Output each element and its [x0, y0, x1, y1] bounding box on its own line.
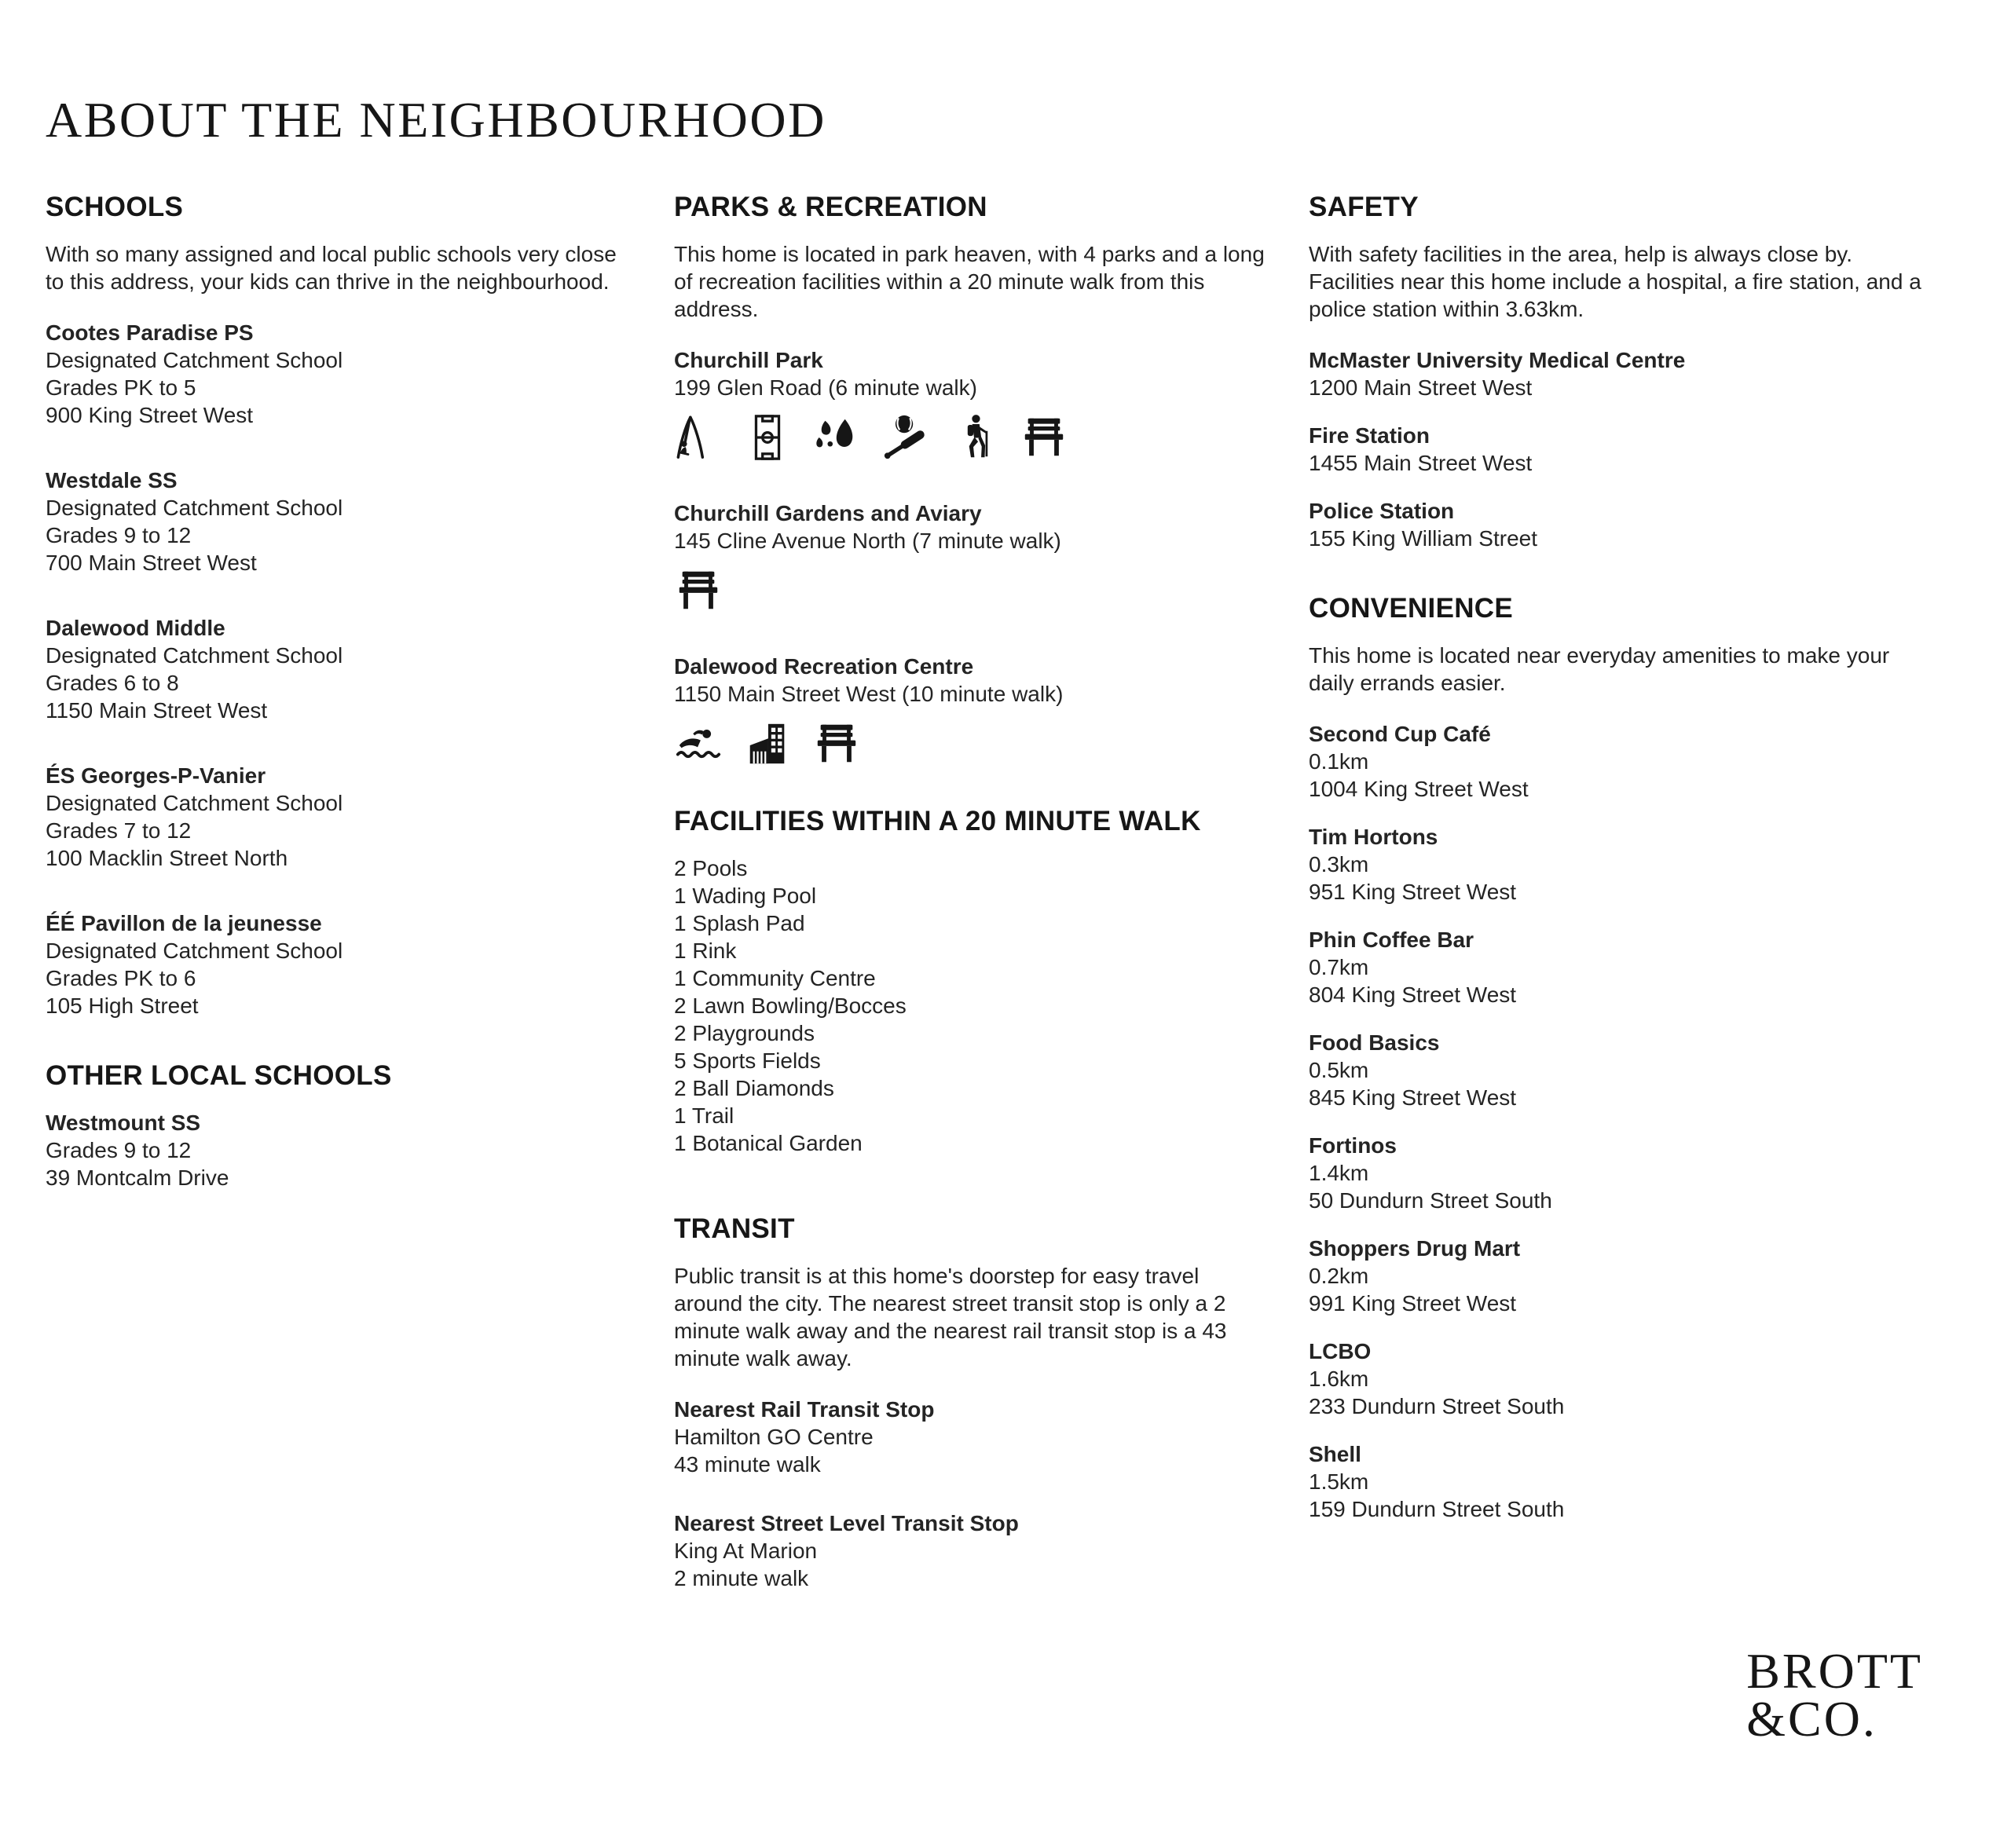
safety-column [1309, 192, 1925, 1543]
convenience-address: 845 King Street West [1309, 1085, 1517, 1111]
park-address: 1150 Main Street West (10 minute walk) [674, 682, 1064, 707]
school-type: Designated Catchment School [46, 939, 343, 964]
facility-line: 5 Sports Fields [674, 1048, 821, 1074]
school-address: 900 King Street West [46, 403, 254, 428]
convenience-distance: 0.5km [1309, 1058, 1369, 1083]
schools-intro: With so many assigned and local public schools very close to this address, your kids can thrive in the neighbourhood. [46, 242, 617, 295]
school-type: Designated Catchment School [46, 348, 343, 373]
school-name: ÉÉ Pavillon de la jeunesse [46, 911, 322, 936]
facility-line: 1 Trail [674, 1103, 734, 1129]
content-columns [46, 192, 1925, 1623]
bench-icon [674, 566, 723, 615]
school-item [46, 319, 635, 429]
convenience-name: Shoppers Drug Mart [1309, 1236, 1521, 1261]
convenience-distance: 1.6km [1309, 1367, 1369, 1392]
school-grades: Grades 7 to 12 [46, 818, 192, 843]
school-grades: Grades PK to 5 [46, 375, 196, 401]
facility-line: 1 Wading Pool [674, 884, 817, 909]
convenience-name: Food Basics [1309, 1030, 1440, 1056]
transit-stop-walk: 2 minute walk [674, 1566, 809, 1591]
safety-item [1309, 497, 1925, 552]
park-amenity-icons [674, 412, 1269, 462]
splash-pad-icon [812, 413, 861, 462]
park-amenity-icons [674, 565, 1269, 615]
park-item [674, 500, 1269, 615]
trail-icon [951, 413, 999, 462]
safety-facility-address: 1455 Main Street West [1309, 451, 1533, 476]
page-title: ABOUT THE NEIGHBOURHOOD [46, 92, 826, 148]
community-centre-icon [743, 719, 792, 768]
convenience-address: 991 King Street West [1309, 1291, 1517, 1316]
convenience-header: CONVENIENCE [1309, 593, 1514, 624]
convenience-item [1309, 1132, 1925, 1214]
school-name: Cootes Paradise PS [46, 320, 254, 346]
convenience-distance: 1.4km [1309, 1161, 1369, 1186]
school-grades: Grades 6 to 8 [46, 671, 179, 696]
convenience-distance: 1.5km [1309, 1469, 1369, 1495]
safety-header: SAFETY [1309, 192, 1419, 223]
park-address: 199 Glen Road (6 minute walk) [674, 375, 977, 401]
school-address: 39 Montcalm Drive [46, 1166, 229, 1191]
transit-stop-item [674, 1396, 1269, 1478]
convenience-item [1309, 1338, 1925, 1420]
convenience-address: 159 Dundurn Street South [1309, 1497, 1565, 1522]
other-schools-header: OTHER LOCAL SCHOOLS [46, 1060, 392, 1092]
convenience-name: Tim Hortons [1309, 825, 1438, 850]
pool-icon [674, 719, 723, 768]
facility-line: 1 Community Centre [674, 966, 876, 991]
school-item [46, 614, 635, 724]
convenience-name: Phin Coffee Bar [1309, 928, 1474, 953]
convenience-address: 951 King Street West [1309, 880, 1517, 905]
transit-stop-station: King At Marion [674, 1539, 818, 1564]
convenience-item [1309, 1440, 1925, 1523]
convenience-distance: 0.7km [1309, 955, 1369, 980]
park-name: Dalewood Recreation Centre [674, 654, 974, 679]
convenience-distance: 0.1km [1309, 749, 1369, 774]
facility-line: 1 Rink [674, 939, 737, 964]
school-type: Designated Catchment School [46, 643, 343, 668]
park-name: Churchill Park [674, 348, 823, 373]
school-grades: Grades 9 to 12 [46, 523, 192, 548]
sports-field-icon [743, 413, 792, 462]
facility-line: 2 Ball Diamonds [674, 1076, 834, 1101]
school-name: Westdale SS [46, 468, 178, 493]
brand-line-1: BROTT [1746, 1643, 1923, 1699]
facilities-header: FACILITIES WITHIN A 20 MINUTE WALK [674, 806, 1201, 837]
school-name: ÉS Georges-P-Vanier [46, 763, 266, 789]
school-item [46, 762, 635, 872]
convenience-address: 50 Dundurn Street South [1309, 1188, 1552, 1213]
brand-line-2: &CO. [1746, 1690, 1877, 1747]
convenience-item [1309, 926, 1925, 1008]
school-item [46, 467, 635, 576]
transit-header: TRANSIT [674, 1213, 795, 1245]
school-name: Dalewood Middle [46, 616, 225, 641]
park-item [674, 346, 1269, 462]
transit-intro: Public transit is at this home's doorstep for easy travel around the city. The nearest street transit stop is only a 2 minute walk away and the nearest rail transit stop is a 43 minute walk away. [674, 1264, 1227, 1371]
park-item [674, 653, 1269, 768]
swing-icon [674, 413, 723, 462]
brand-logo [1746, 1643, 1923, 1747]
safety-item [1309, 422, 1925, 477]
transit-stop-label: Nearest Rail Transit Stop [674, 1397, 935, 1422]
facilities-list [674, 854, 1269, 1157]
convenience-name: Second Cup Café [1309, 722, 1491, 747]
convenience-address: 233 Dundurn Street South [1309, 1394, 1565, 1419]
school-type: Designated Catchment School [46, 496, 343, 521]
convenience-distance: 0.3km [1309, 852, 1369, 877]
convenience-address: 804 King Street West [1309, 983, 1517, 1008]
facility-line: 2 Pools [674, 856, 748, 881]
school-item [46, 1109, 635, 1191]
school-address: 700 Main Street West [46, 551, 257, 576]
parks-column [674, 192, 1269, 1623]
safety-facility-address: 1200 Main Street West [1309, 375, 1533, 401]
school-type: Designated Catchment School [46, 791, 343, 816]
convenience-item [1309, 1235, 1925, 1317]
convenience-distance: 0.2km [1309, 1264, 1369, 1289]
park-amenity-icons [674, 719, 1269, 768]
facility-line: 2 Lawn Bowling/Bocces [674, 994, 907, 1019]
bench-icon [1020, 413, 1068, 462]
school-address: 1150 Main Street West [46, 698, 268, 723]
ball-diamond-icon [881, 413, 930, 462]
safety-facility-name: Police Station [1309, 499, 1455, 524]
park-name: Churchill Gardens and Aviary [674, 501, 982, 526]
school-item [46, 909, 635, 1019]
safety-facility-name: Fire Station [1309, 423, 1430, 448]
schools-column [46, 192, 635, 1229]
parks-header: PARKS & RECREATION [674, 192, 987, 223]
convenience-address: 1004 King Street West [1309, 777, 1529, 802]
facility-line: 2 Playgrounds [674, 1021, 815, 1046]
safety-facility-name: McMaster University Medical Centre [1309, 348, 1686, 373]
parks-intro: This home is located in park heaven, with 4 parks and a long of recreation facilities within a 20 minute walk from this address. [674, 242, 1265, 322]
convenience-item [1309, 720, 1925, 803]
convenience-item [1309, 823, 1925, 906]
school-address: 105 High Street [46, 994, 199, 1019]
park-address: 145 Cline Avenue North (7 minute walk) [674, 529, 1061, 554]
school-grades: Grades PK to 6 [46, 966, 196, 991]
school-address: 100 Macklin Street North [46, 846, 288, 871]
facility-line: 1 Botanical Garden [674, 1131, 863, 1156]
convenience-name: LCBO [1309, 1339, 1372, 1364]
transit-stop-walk: 43 minute walk [674, 1452, 821, 1477]
bench-icon [812, 719, 861, 768]
safety-item [1309, 346, 1925, 401]
convenience-name: Shell [1309, 1442, 1361, 1467]
safety-facility-address: 155 King William Street [1309, 526, 1538, 551]
convenience-name: Fortinos [1309, 1133, 1397, 1158]
safety-intro: With safety facilities in the area, help is always close by. Facilities near this home include a hospital, a fire station, and a police station within 3.63km. [1309, 242, 1921, 322]
transit-stop-item [674, 1510, 1269, 1592]
school-grades: Grades 9 to 12 [46, 1138, 192, 1163]
transit-stop-station: Hamilton GO Centre [674, 1425, 874, 1450]
schools-header: SCHOOLS [46, 192, 184, 223]
convenience-item [1309, 1029, 1925, 1111]
school-name: Westmount SS [46, 1111, 201, 1136]
transit-stop-label: Nearest Street Level Transit Stop [674, 1511, 1019, 1536]
facility-line: 1 Splash Pad [674, 911, 805, 936]
convenience-intro: This home is located near everyday amenities to make your daily errands easier. [1309, 643, 1890, 696]
